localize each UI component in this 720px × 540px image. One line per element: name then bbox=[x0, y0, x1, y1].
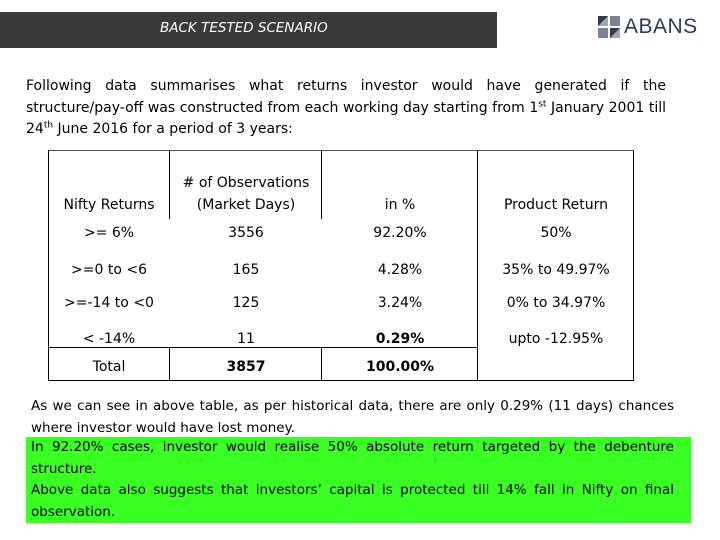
table-row-1-pct: 92.20% bbox=[373, 225, 427, 241]
intro-text-part2: January 2001 till 24 bbox=[26, 99, 666, 137]
table-row-2-pct: 4.28% bbox=[377, 262, 423, 278]
header-in-percent: in % bbox=[384, 197, 416, 213]
abans-logo-icon bbox=[598, 16, 620, 38]
table-row-2-product: 35% to 49.97% bbox=[502, 262, 610, 278]
table-row-4-product: upto -12.95% bbox=[508, 331, 604, 347]
intro-sup-th: th bbox=[43, 120, 54, 131]
header-observations-line1: # of Observations bbox=[182, 175, 310, 191]
table-row-4-pct: 0.29% bbox=[375, 331, 425, 347]
table-total-label: Total bbox=[92, 359, 126, 375]
table-row-3-obs: 125 bbox=[232, 295, 260, 311]
footer-note-return: In 92.20% cases, investor would realise 50% absolute return targeted by the debenture structure. bbox=[31, 439, 674, 477]
table-row-1-obs: 3556 bbox=[228, 225, 264, 241]
table-row-2-nifty: >=0 to <6 bbox=[71, 262, 147, 278]
total-row-divider bbox=[169, 347, 170, 380]
table-row-2-obs: 165 bbox=[232, 262, 260, 278]
footer-note-loss: As we can see in above table, as per historical data, there are only 0.29% (11 days) chances where investor would have lost money. bbox=[31, 398, 674, 436]
footer-highlight-box bbox=[26, 437, 691, 523]
table-row-3-nifty: >=-14 to <0 bbox=[64, 295, 154, 311]
table-total-pct: 100.00% bbox=[365, 359, 435, 375]
table-row-3-product: 0% to 34.97% bbox=[506, 295, 606, 311]
brand-name: ABANS bbox=[624, 15, 698, 38]
intro-text-part3: June 2016 for a period of 3 years: bbox=[53, 121, 293, 137]
header-divider-1 bbox=[169, 151, 170, 219]
table-total-obs: 3857 bbox=[226, 359, 266, 375]
header-divider-2 bbox=[321, 151, 322, 219]
table-row-4-nifty: < -14% bbox=[82, 331, 136, 347]
header-product-return: Product Return bbox=[503, 197, 609, 213]
returns-table bbox=[48, 150, 634, 381]
table-row-4-obs: 11 bbox=[237, 331, 255, 347]
intro-sup-st: st bbox=[538, 98, 547, 109]
intro-paragraph bbox=[26, 76, 666, 141]
total-row-line bbox=[49, 347, 477, 348]
table-row-1-nifty: >= 6% bbox=[83, 225, 135, 241]
header-observations-line2: (Market Days) bbox=[196, 197, 296, 213]
header-divider-3 bbox=[477, 151, 478, 380]
table-row-3-pct: 3.24% bbox=[377, 295, 423, 311]
footer-note-capital: Above data also suggests that investors’ capital is protected till 14% fall in Nifty on final observation. bbox=[31, 482, 674, 520]
intro-text-part1: Following data summarises what returns investor would have generated if the structure/pay-off was constructed from each working day starting from 1 bbox=[26, 78, 666, 116]
brand-logo bbox=[598, 16, 698, 38]
table-row-1-product: 50% bbox=[540, 225, 572, 241]
footer-notes bbox=[26, 396, 691, 523]
header-nifty-returns: Nifty Returns bbox=[63, 197, 155, 213]
page-title: BACK TESTED SCENARIO bbox=[160, 20, 328, 36]
total-row-divider-2 bbox=[321, 347, 322, 380]
